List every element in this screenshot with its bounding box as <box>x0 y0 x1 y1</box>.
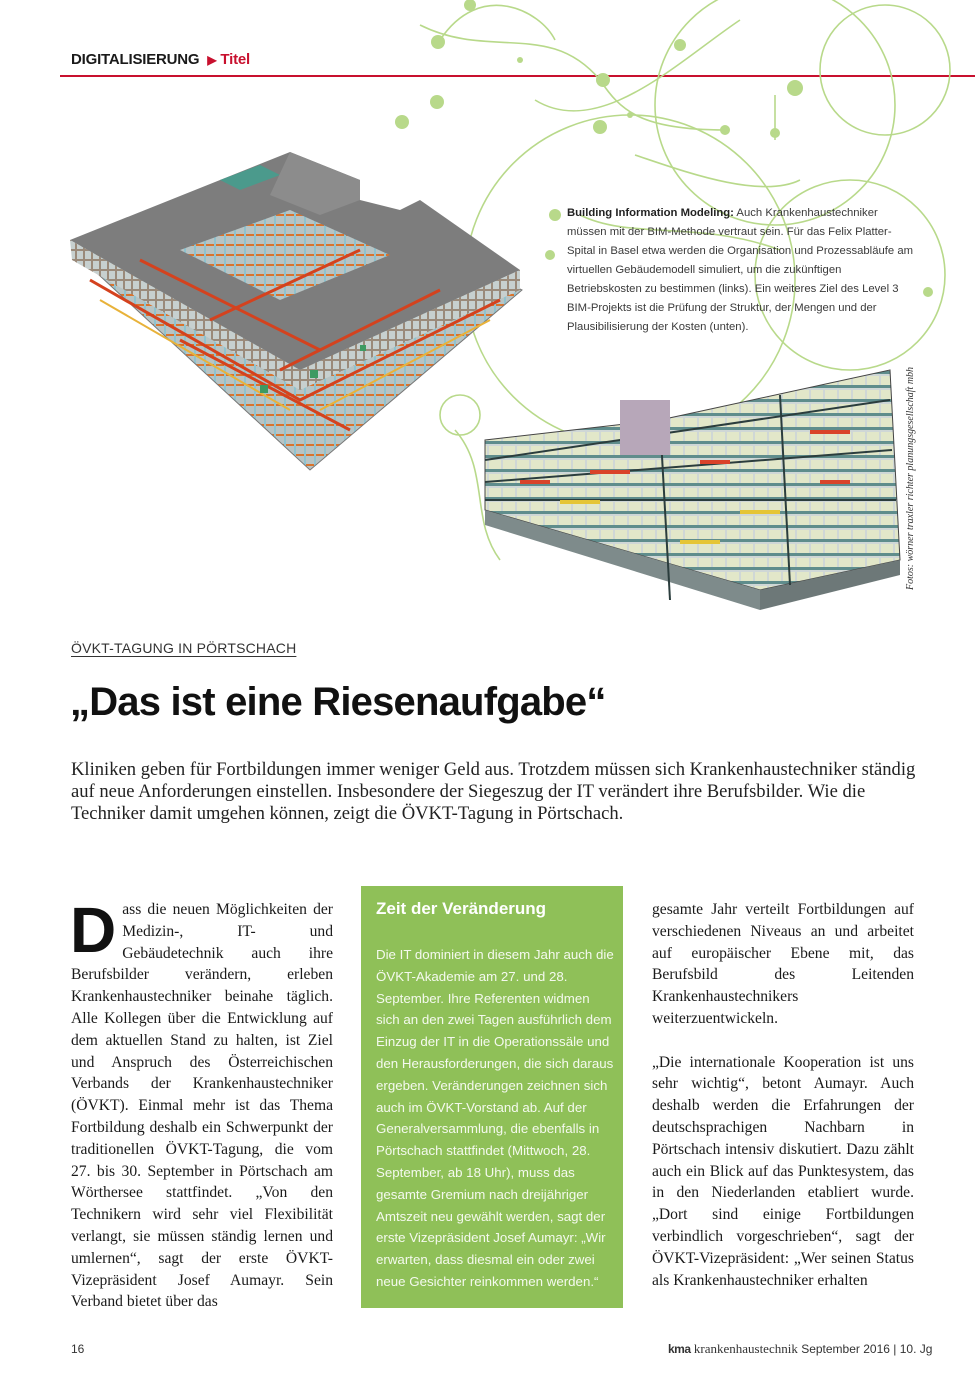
article-column-3 <box>652 899 914 1291</box>
article-lead: Kliniken geben für Fortbildungen immer weniger Geld aus. Trotzdem müssen sich Krankenhaustechniker ständig auf neue Anforderungen einstellen. Insbesondere der Siegeszug der IT verändert ihre Berufsbilder. Wie die Techniker damit umgehen können, zeigt die ÖVKT-Tagung in Pörtschach. <box>71 759 916 824</box>
footer-magazine-info <box>668 1341 932 1357</box>
info-box <box>361 886 623 1308</box>
column-3-paragraph-2: „Die internationale Kooperation ist uns sehr wichtig“, betont Aumayr. Auch deshalb werden die Erfahrungen der deutschsprachigen Nachbarn in Pörtschach intensiv diskutiert. Dazu zählt auch ein Blick auf das Punktesystem, das in den Niederlanden etabliert wurde. „Dort sind einige Fortbildungen verbindlich vorgeschrieben“, sagt der ÖVKT-Vizepräsident: „Wer seinen Status als Krankenhaustechniker erhalten <box>652 1053 914 1289</box>
article-kicker: ÖVKT-TAGUNG IN PÖRTSCHACH <box>71 640 297 656</box>
triangle-right-icon: ▶ <box>207 53 217 67</box>
dropcap: D <box>70 894 117 966</box>
caption-text: Auch Krankenhaustechniker müssen mit der BIM-Methode vertraut sein. Für das Felix Platter-Spital in Basel etwa werden die Organisation und Prozessabläufe am virtuellen Gebäudemodell simuliert, um die zukünftigen Betriebskosten zu bestimmen (links). Ein weiteres Ziel des Level 3 BIM-Projekts ist die Prüfung der Struktur, der Mengen und der Plausibilisierung der Kosten (unten). <box>567 207 914 333</box>
info-box-text: Die IT dominiert in diesem Jahr auch die ÖVKT-Akademie am 27. und 28. September. Ihre Referenten widmen sich an den zwei Tagen ausführlich dem Einzug der IT in die Operationssäle und den Herausforderungen, die sich daraus ergeben. Veränderungen zeichnen sich auch im ÖVKT-Vorstand ab. Auf der Generalversammlung, die ebenfalls in Pörtschach stattfindet (Mittwoch, 28. September, ab 18 Uhr), muss das gesamte Gremium nach dreijähriger Amtszeit neu gewählt werden, sagt der erste Vizepräsident Josef Aumayr: „Wir erwarten, dass diesmal ein oder zwei neue Gesichter reinkommen werden.“ <box>376 947 614 1289</box>
issue-date: September 2016 <box>801 1342 890 1356</box>
image-caption <box>567 204 919 337</box>
info-box-title: Zeit der Veränderung <box>376 899 547 918</box>
bim-facade-section-model-image <box>460 360 920 615</box>
running-header <box>71 51 250 68</box>
article-headline: „Das ist eine Riesenaufgabe“ <box>70 680 606 724</box>
magazine-name: krankenhaustechnik <box>693 1341 798 1356</box>
subsection-label: Titel <box>220 51 250 68</box>
column-3-paragraph-1: gesamte Jahr verteilt Fortbildungen auf verschiedenen Niveaus an und arbeitet auf europäischer Ebene mit, das Berufsbild des Leitenden Krankenhaustechnikers weiterzuentwickeln. <box>652 901 914 1027</box>
magazine-logo: kma <box>668 1342 691 1356</box>
photo-credit-text: Fotos: wörner traxler richter planungsgesellschaft mbh <box>905 366 916 590</box>
column-1-text: ass die neuen Möglichkeiten der Medizin-, IT- und Gebäudetechnik auch ihre Berufsbilder verändern, erleben Krankenhaustechniker beinahe täglich. Alle Kollegen über die Entwicklung auf dem aktuellen Stand zu halten, ist Ziel und Anspruch des Österreichischen Verbands der Krankenhaustechniker (ÖVKT). Einmal mehr ist das Thema Fortbildung deshalb ein Schwerpunkt der traditionellen ÖVKT-Tagung, die vom 27. bis 30. September in Pörtschach am Wörthersee stattfindet. „Von den Technikern wird sehr viel Flexibilität verlangt, sie müssen ständig lernen und umlernen“, sagt der erste ÖVKT-Vizepräsident Josef Aumayr. Sein Verband bietet über das <box>71 901 333 1311</box>
volume: 10. Jg <box>899 1342 933 1356</box>
page-number: 16 <box>71 1342 85 1356</box>
footer-separator: | <box>893 1342 897 1356</box>
section-label: DIGITALISIERUNG <box>71 51 200 68</box>
article-column-1 <box>70 894 333 1313</box>
caption-title: Building Information Modeling: <box>567 207 734 219</box>
photo-credit <box>905 340 925 590</box>
